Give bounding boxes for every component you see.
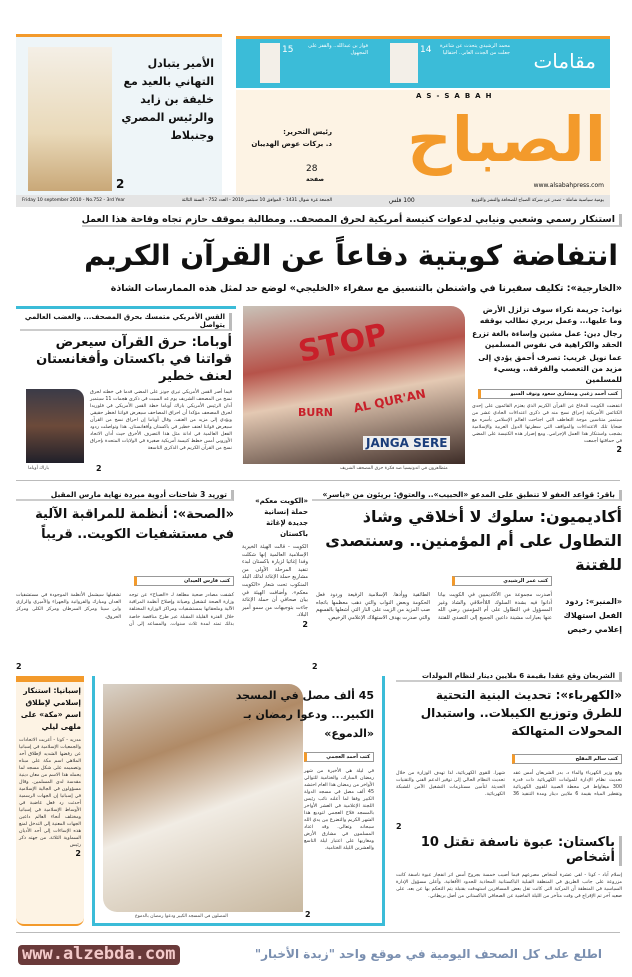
lead-headline[interactable]: انتفاضة كويتية دفاعاً عن القرآن الكريم — [84, 239, 618, 272]
emir-page-ref[interactable]: 2 — [116, 177, 125, 191]
column-item[interactable] — [390, 43, 510, 83]
quote: «المنبر»: ردود الفعل استهلاك إعلامي رخيص — [563, 597, 622, 634]
info-bar — [16, 195, 610, 207]
emir-headline[interactable]: الأمير يتبادل التهاني بالعيد مع خليفة بن زايد والرئيس المصري وجنبلاط — [121, 57, 214, 142]
kuwait-with-you-page-ref[interactable]: 2 — [302, 619, 308, 629]
bullet: نواب: جريمة نكراء سوف تزلزل الأرض وما عليها... وعمل بربري نطالب بوقفه — [479, 305, 622, 325]
mosque-body: في ليلة هي الأخيرة من شهر رمضان المبارك، والختامية للتوالي الأواخر من رمضان هذا العام احتشد 45 ألف مصل في مسجد الدولة الكبير وفقا لما أعلنه نائب رئيس اللجنة الإعلامية في العشر الأواخر بالمسجد فلاح العجمي لتوديع هذا الشهر الكريم والتضرع بين يدي الله سبحانه وتعالى. وقد اعتاد المسلمون في مشارق الأرض ومغاربها على اعتبار ليلة التاسع والعشرين الليلة الختامية. — [304, 769, 374, 851]
page-count: 28 — [306, 164, 318, 174]
academics-body: أصدرت مجموعة من الأكاديميين في الكويت بيانا أدانوا فيه بشدة السلوك اللاأخلاقي والشاذ وغير المسؤول في التطاول على أم المؤمنين رضي الله عنها بعبارات مشينة داعين الجميع إلى التصدي للفتنة الطائفية ووأدها. الإسلامية الرفيعة وردود فعل الحكومة وبعض النواب والتي ذهب معظمها باتجاه صب المزيد من الزيت على النار التي أشعلها بالفسهم والتي صدرت بهدف الاستهلاك الإعلامي الرخيص. — [316, 592, 552, 621]
column-text: فواز بن عبدالله.. والقفز على المجهول — [308, 43, 368, 56]
sign-burn: BURN — [298, 406, 333, 419]
kuwait-with-you-body: الكويت - قالت الهيئة الخيرية الإسلامية العالمية إنها شكلت وفدا إغاثيا لزيارة باكستان لبدء تنفيذ المرحلة الأولى من مشاريع حملة الإغاثة لذلك البلد المنكوب تحت شعار «الكويت معكم». وأضافت الهيئة في بيان صحافي أن حملة الإغاثة جاءت بتوجيهات من سمو أمير البلاد. — [242, 544, 308, 619]
date-ar: الجمعة غرة شوال 1431 - الموافق 10 سبتمبر 2010 - العدد 752 - السنة الثالثة — [181, 198, 333, 203]
bullet: عما نويل غريب: تصرف أحمق يؤدي إلى مزيد من التعصب والفرقة.. ويسيء للمسلمين — [478, 353, 622, 384]
price: 100 فلس — [388, 197, 415, 204]
pakistan-body: إسلام آباد - كونا - لقي عشرة أشخاص مصرعهم فيما أصيب خمسة بجروح أمس اثر انفجار عبوة ناسفة كانت مزروعة على جانب الطريق في المنطقة القبلية الباكستانية المحاذية للحدود الأفغانية. وأعلن مسؤول الإدارة السياسية في المنطقة أن المركبة التي كانت تقل بعض المسافرين استهدفت بقنبلة يتم التحكم بها عن بعد. على صعيد آخر تم الإفراج في وقت متأخر من الليلة الماضية عن الصحافي الباكستاني من أصل بريطاني. — [396, 872, 622, 899]
lead-body: انتفضت الكويت للدفاع عن القرآن الكريم الذي يعتزم القائمون على إحدى الكنائس الأمريكية إحراق نسخ منه في ذكرى اعتداءات الحادي عشر من سبتمبر متناسين موجة التعاطف التي اجتاحت العالم الإسلامي بأسره مع ضحايا تلك الاعتداءات والمواقف التي سطرتها الدول العربية والإسلامية بشجب واستنكار هذا العمل الإجرامي. ومع إصرار هذه الكنيسة على المضي في حماقتها أجمعت — [472, 404, 622, 444]
health-byline: كتب فارس العيدان — [134, 576, 234, 586]
academics-page-ref[interactable]: 2 — [312, 662, 318, 671]
ad-banner[interactable] — [0, 942, 632, 972]
divider — [16, 480, 620, 481]
column-item[interactable] — [242, 43, 382, 83]
masthead — [236, 90, 610, 195]
health-kicker: توريد 3 شاحنات أدوية مبردة نهاية مارس المقبل — [16, 490, 234, 501]
column-page: 15 — [282, 45, 294, 55]
sign-banner: JANGA SERE — [363, 436, 450, 450]
obama-headline[interactable]: أوباما: حرق القرآن سيعرض قواتنا في باكستان وأفغانستان لعنف خطير — [36, 335, 232, 384]
lead-bullets — [472, 304, 622, 454]
logo-ar: الصباح — [407, 103, 606, 176]
lead-subheadline: «الخارجية»: تكليف سفيرنا في واشنطن بالتنسيق مع سفراء «الخليجي» لوضع حد لمثل هذه الممارسات الشاذة — [110, 283, 622, 294]
tagline: يومية سياسية شاملة - تصدر عن شركة الصباح للصحافة والنشر والتوزيع — [471, 198, 604, 203]
emir-photo — [28, 47, 112, 191]
lead-page-ref[interactable]: 2 — [616, 445, 622, 454]
column-page: 14 — [420, 45, 432, 55]
spain-page-ref[interactable]: 2 — [75, 849, 81, 858]
logo-en: AS-SABAH — [416, 92, 497, 100]
columnist-photo — [390, 43, 418, 83]
electricity-page-ref[interactable]: 2 — [396, 822, 402, 831]
lead-byline: كتب أحمد زغبي ومشاري سعود ونوف السيو — [478, 389, 622, 399]
columns-label: مقامات — [533, 49, 596, 73]
obama-photo — [26, 389, 84, 463]
ad-text: اطلع على كل الصحف اليومية في موقع واحد "زبدة الأخبار" — [254, 947, 602, 961]
column-text: محمد الرشيدي يتحدث عن شاعرة جعلت من الجدث العابر.. احتفاليا — [439, 43, 510, 56]
kuwait-with-you-headline[interactable]: «الكويت معكم» حملة إنسانية جديدة لإغاثة باكستان — [255, 497, 308, 538]
columnist-photo — [260, 43, 280, 83]
electricity-story — [396, 672, 623, 831]
mosque-byline: كتب أحمد العجمي — [304, 752, 374, 762]
pakistan-story — [396, 836, 622, 900]
sign-stop: STOP — [295, 317, 391, 370]
kuwait-with-you-story — [242, 496, 308, 629]
health-body: كشفت مصادر صحية مطلعة لـ «الصباح» عن توجه وزارة الصحة لتشغيل وصيانة وإصلاح أنظمة المراقبة الآلية وملحقاتها بمستشفيات ومراكز الوزارة المختلفة خلال الفترة القليلة المقبلة عبر طرح مناقصة خاصة بذلك تمتد لمدة ثلاث سنوات. والمساعد إلى أن تشغيلها سيشمل الأنظمة الموجودة في مستشفيات العدان ومبارك والفروانية والجهراء والأميري والرازي وابن سينا ومركز السرطان ومركز الكلى ومركز الحروق. — [16, 593, 234, 627]
electricity-kicker: الشريعان وقع عقدا بقيمة 6 ملايين دينار لنظام المولدات — [396, 672, 622, 682]
electricity-headline[interactable]: «الكهرباء»: تحديث البنية التحتية للطرق وتوزيع الكيبلات.. واستبدال المحولات المتهالكة — [420, 688, 622, 738]
spain-headline[interactable]: إسبانيا: استنكار إسلامي لإطلاق اسم «مكة» على ملهى ليلي — [20, 686, 81, 731]
lead-photo — [243, 306, 465, 464]
spain-body: مدريد - كونا - أعربت الاتحادات والجمعيات الإسلامية في إسبانيا عن رفضها الشديد لإطلاق أحد الملاهي اسم مكة على مبناه وتصميمه على شكل مسجد لما يحمله هذا الاسم من معان دينية مقدسة لدى المسلمين. وقال مسؤولون في الجالية الإسلامية في إسبانيا إن الجهات الرسمية أحدثت رد فعل غاضبة في الأوساط الإسلامية في إسبانيا ومختلف أنحاء العالم داعين الجهات المعنية إلى التدخل لمنع هذه الإساءات إلى أحد الأديان السماوية الثلاثة. من جهته ذكر رئيس — [19, 738, 81, 848]
obama-page-ref[interactable]: 2 — [96, 464, 102, 473]
electricity-byline: كتب سالم المفلح — [512, 754, 622, 764]
health-headline[interactable]: «الصحة»: أنظمة للمراقبة الآلية في مستشفيات الكويت.. قريباً — [35, 507, 234, 542]
obama-photo-caption: باراك أوباما — [28, 466, 50, 471]
obama-body: فيما أصر القس الأمريكي تيري جونز على المضي قدما في خطته لحرق نسخ من المصحف الشريف يوم غد السبت في ذكرى هجمات 11 سبتمبر أدان الرئيس الأمريكي باراك أوباما خطة القس الأمريكي في فلوريدا لحرق المصحف مؤكدا أن احراق المصاحف سيعرض قواتنا لخطر حقيقي ويؤدي إلى مزيد من العنف. وقال أوباما إن احراق نسخ من القرآن سيعرض قواتنا لعنف خطير في باكستان وأفغانستان. هذا وتواصلت ردود الفعل العالمية في ادانة مثل هذا التصرف الأخرق حيث أدان الاتحاد الأوروبي أمس خطط كنيسة أمريكية صغيرة في الولايات المتحدة بإحراق نسخ من القرآن الكريم في الذكرى التاسعة — [90, 390, 232, 451]
health-page-ref[interactable]: 2 — [16, 662, 22, 671]
electricity-body: وقع وزير الكهرباء والماء د. بدر الشريعان أمس عقد تحديث نظام الإدارة للمولدات الكهربائية ذات قدرة 300 ميغاواط في محطة الصبية للقوى الكهربائية وتقطير المياه بقيمة 6 ملايين دينار ومدة التنفيذ 36 شهرا. للقوى الكهربائية، لذا تهدف الوزارة من خلال تحديث النظام الحالي إلى توفير الدعم الفني والتقنيات الحديثة لتأمين مستلزمات التشغيل الآمن للشبكة الكهربائية. — [396, 771, 623, 797]
mosque-photo-caption: المصلون في المسجد الكبير ودعوا رمضان بالدموع — [135, 914, 228, 919]
spain-box — [16, 676, 84, 926]
health-story — [16, 490, 234, 671]
mosque-story — [92, 676, 385, 926]
website[interactable]: www.alsabahpress.com — [533, 182, 604, 189]
ad-url[interactable]: www.alzebda.com — [18, 945, 180, 965]
bullet: رجال دين: عمل مشين وإساءة بالغة تزرع الحقد والكراهية في نفوس المسلمين — [472, 329, 622, 349]
pakistan-headline[interactable]: باكستان: عبوة ناسفة تقتل 10 أشخاص — [396, 836, 622, 866]
lead-photo-caption: متظاهرون في اندونيسيا ضد فكرة حرق المصحف الشريف — [340, 466, 448, 471]
sign-quran: AL QUR'AN — [352, 386, 427, 416]
academics-headline[interactable]: أكاديميون: سلوك لا أخلاقي وشاذ التطاول على أم المؤمنين.. وسنتصدى للفتنة — [325, 507, 622, 574]
academics-byline: كتب عمر الرشيدي — [452, 576, 552, 586]
obama-story — [16, 306, 236, 472]
divider — [16, 932, 620, 933]
academics-kicker: باقر: قواعد العفو لا تنطبق على المدعو «الحبيب».. والعتوق: بريئون من «ياسر» — [312, 490, 622, 501]
lead-kicker: استنكار رسمي وشعبي ونيابي لدعوات كنيسة أمريكية لحرق المصحف.. ومطالبة بموقف حازم تجاه وقاحة هذا العمل — [82, 214, 622, 227]
academics-story — [312, 490, 622, 671]
mosque-headline[interactable]: 45 ألف مصل في المسجد الكبير... ودعوا رمضان بـ «الدموع» — [235, 689, 374, 740]
emir-box — [16, 34, 222, 196]
editor-name: د. بركات عوض الهديبان — [251, 140, 332, 148]
mosque-page-ref[interactable]: 2 — [305, 910, 311, 919]
page-count-label: صفحة — [306, 176, 325, 183]
obama-kicker: القس الأمريكي متمسك بحرق المصحف... والغضب العالمي يتواصل — [20, 313, 232, 331]
date-en: Friday 10 september 2010 - No.752 - 3rd Year — [22, 198, 125, 203]
editor-label: رئيس التحرير: — [283, 128, 332, 136]
columns-bar — [236, 36, 610, 88]
